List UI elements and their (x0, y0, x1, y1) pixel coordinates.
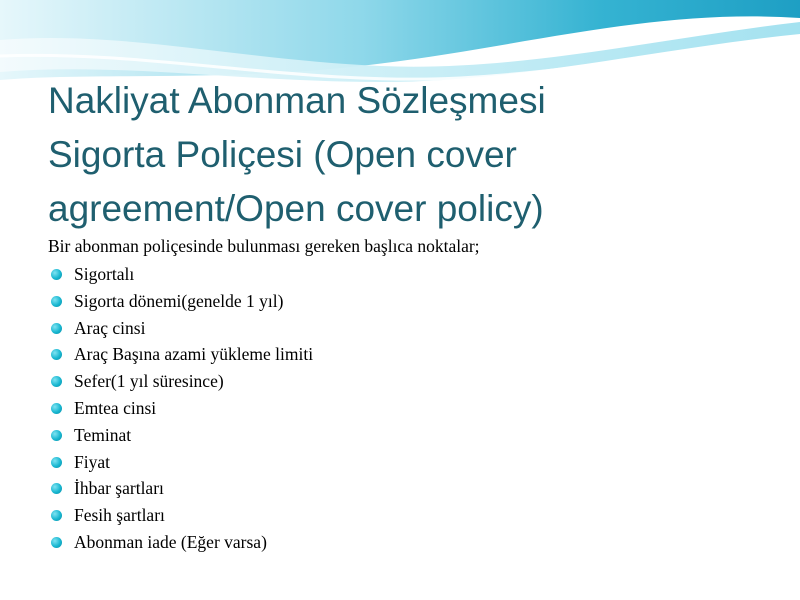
bullet-dot-icon (51, 376, 62, 387)
bullet-dot-icon (51, 483, 62, 494)
bullet-item (50, 475, 313, 502)
bullet-item (50, 341, 313, 368)
bullet-item (50, 288, 313, 315)
bullet-dot-icon (51, 510, 62, 521)
bullet-text: Araç Başına azami yükleme limiti (74, 344, 314, 365)
bullet-text: Fesih şartları (74, 505, 165, 526)
bullet-item (50, 261, 313, 288)
bullet-text: Abonman iade (Eğer varsa) (74, 531, 267, 552)
bullet-item (50, 368, 313, 395)
intro-text: Bir abonman poliçesinde bulunması gereken başlıca noktalar; (48, 236, 480, 256)
slide-title (48, 74, 768, 236)
bullet-list (50, 261, 313, 556)
bullet-text: Fiyat (74, 451, 110, 472)
bullet-text: Sigortalı (74, 264, 135, 284)
bullet-text: Teminat (74, 424, 132, 445)
bullet-item (50, 422, 313, 449)
bullet-dot-icon (51, 269, 62, 280)
title-line: Nakliyat Abonman Sözleşmesi (48, 80, 546, 121)
bullet-item (50, 502, 313, 529)
bullet-dot-icon (51, 403, 62, 414)
bullet-dot-icon (51, 430, 62, 441)
bullet-dot-icon (51, 323, 62, 334)
title-line: agreement/Open cover policy) (48, 188, 544, 229)
bullet-text: İhbar şartları (74, 478, 164, 499)
bullet-item (50, 529, 313, 556)
title-line: Sigorta Poliçesi (Open cover (48, 134, 517, 175)
bullet-item (50, 395, 313, 422)
bullet-dot-icon (51, 349, 62, 360)
bullet-dot-icon (51, 296, 62, 307)
bullet-item (50, 315, 313, 342)
bullet-text: Emtea cinsi (74, 397, 157, 418)
bullet-text: Sigorta dönemi(genelde 1 yıl) (74, 290, 284, 311)
bullet-text: Sefer(1 yıl süresince) (74, 371, 224, 392)
bullet-text: Araç cinsi (74, 317, 146, 338)
bullet-item (50, 449, 313, 476)
bullet-dot-icon (51, 457, 62, 468)
bullet-dot-icon (51, 537, 62, 548)
